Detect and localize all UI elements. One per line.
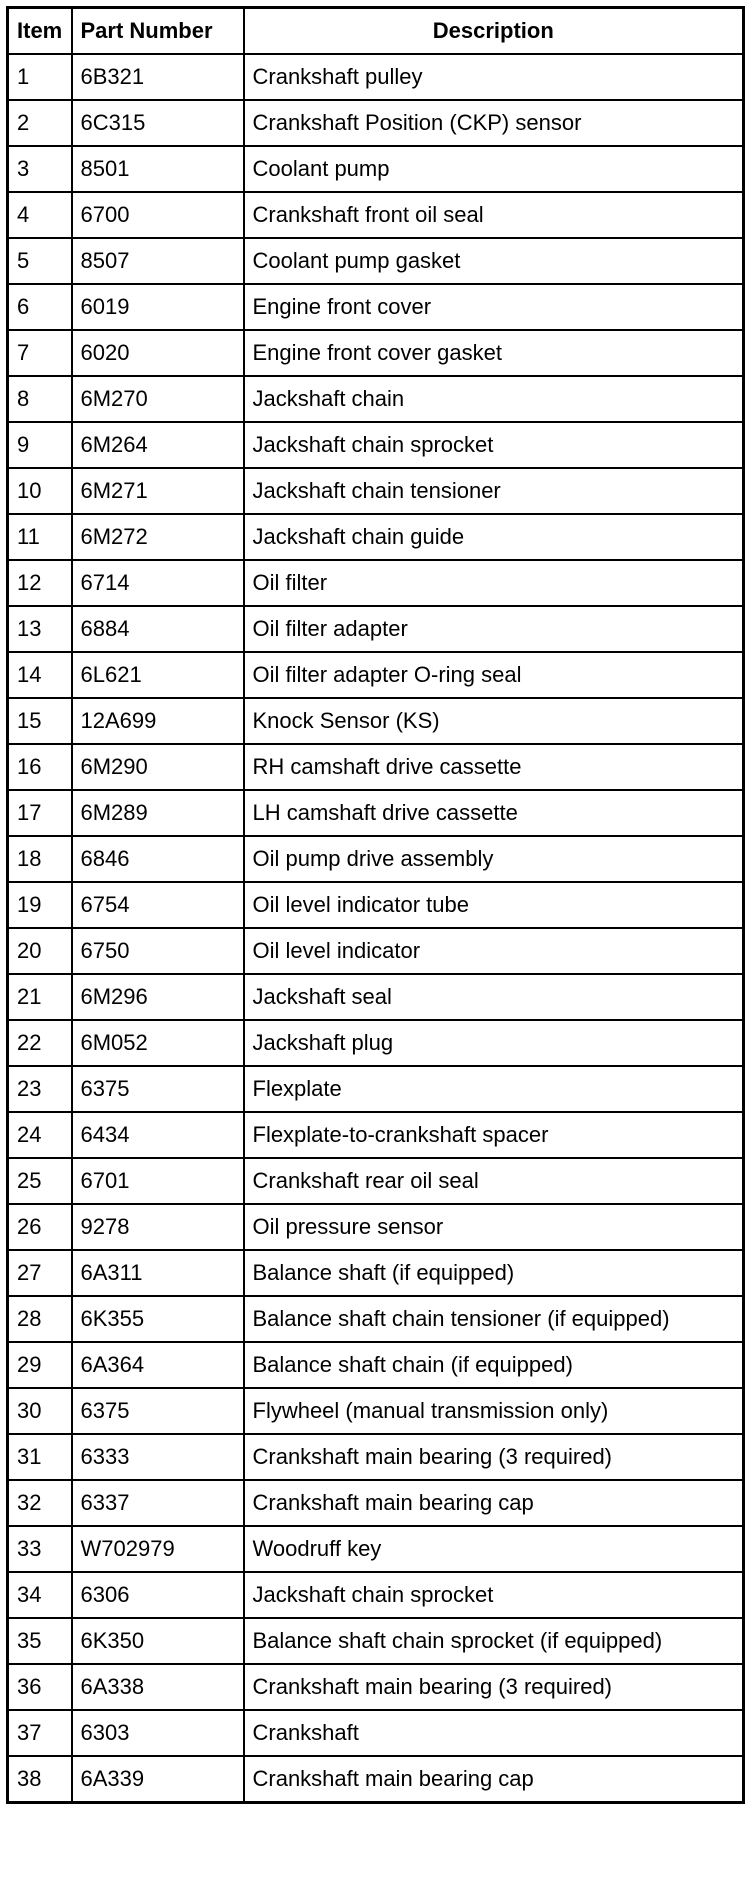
description-cell: Oil level indicator (244, 928, 744, 974)
table-row (8, 1664, 744, 1710)
description-cell: Crankshaft front oil seal (244, 192, 744, 238)
description-cell: Jackshaft chain (244, 376, 744, 422)
description-cell: Oil filter adapter (244, 606, 744, 652)
part-number-cell: 6M289 (72, 790, 244, 836)
table-row (8, 1250, 744, 1296)
part-number-cell: 6M271 (72, 468, 244, 514)
description-cell: Balance shaft chain sprocket (if equipped) (244, 1618, 744, 1664)
table-row (8, 744, 744, 790)
part-number-cell: 6019 (72, 284, 244, 330)
table-row (8, 514, 744, 560)
item-cell: 18 (8, 836, 72, 882)
part-number-cell: 9278 (72, 1204, 244, 1250)
part-number-cell: 6700 (72, 192, 244, 238)
header-description: Description (244, 8, 744, 55)
description-cell: Jackshaft chain sprocket (244, 1572, 744, 1618)
table-row (8, 836, 744, 882)
description-cell: Jackshaft seal (244, 974, 744, 1020)
part-number-cell: 6303 (72, 1710, 244, 1756)
item-cell: 12 (8, 560, 72, 606)
item-cell: 36 (8, 1664, 72, 1710)
part-number-cell: 6337 (72, 1480, 244, 1526)
item-cell: 4 (8, 192, 72, 238)
item-cell: 26 (8, 1204, 72, 1250)
table-body (8, 54, 744, 1803)
description-cell: Coolant pump gasket (244, 238, 744, 284)
description-cell: Oil pump drive assembly (244, 836, 744, 882)
part-number-cell: 6M264 (72, 422, 244, 468)
item-cell: 9 (8, 422, 72, 468)
item-cell: 33 (8, 1526, 72, 1572)
item-cell: 28 (8, 1296, 72, 1342)
part-number-cell: 6M270 (72, 376, 244, 422)
description-cell: Flexplate-to-crankshaft spacer (244, 1112, 744, 1158)
part-number-cell: 6C315 (72, 100, 244, 146)
description-cell: Jackshaft chain sprocket (244, 422, 744, 468)
item-cell: 30 (8, 1388, 72, 1434)
description-cell: LH camshaft drive cassette (244, 790, 744, 836)
item-cell: 10 (8, 468, 72, 514)
part-number-cell: 6701 (72, 1158, 244, 1204)
table-row (8, 1618, 744, 1664)
item-cell: 38 (8, 1756, 72, 1803)
item-cell: 25 (8, 1158, 72, 1204)
header-item: Item (8, 8, 72, 55)
table-row (8, 284, 744, 330)
item-cell: 35 (8, 1618, 72, 1664)
table-row (8, 560, 744, 606)
table-row (8, 1434, 744, 1480)
table-row (8, 422, 744, 468)
part-number-cell: 6M052 (72, 1020, 244, 1066)
description-cell: Crankshaft pulley (244, 54, 744, 100)
part-number-cell: 6714 (72, 560, 244, 606)
table-row (8, 1204, 744, 1250)
table-row (8, 974, 744, 1020)
part-number-cell: 6333 (72, 1434, 244, 1480)
table-row (8, 652, 744, 698)
table-row (8, 1572, 744, 1618)
table-row (8, 1112, 744, 1158)
description-cell: Flywheel (manual transmission only) (244, 1388, 744, 1434)
item-cell: 31 (8, 1434, 72, 1480)
item-cell: 11 (8, 514, 72, 560)
part-number-cell: 6L621 (72, 652, 244, 698)
table-row (8, 698, 744, 744)
part-number-cell: 12A699 (72, 698, 244, 744)
item-cell: 7 (8, 330, 72, 376)
table-row (8, 376, 744, 422)
item-cell: 19 (8, 882, 72, 928)
part-number-cell: 6A364 (72, 1342, 244, 1388)
item-cell: 24 (8, 1112, 72, 1158)
description-cell: Balance shaft chain (if equipped) (244, 1342, 744, 1388)
table-row (8, 1710, 744, 1756)
header-row (8, 8, 744, 55)
description-cell: Crankshaft (244, 1710, 744, 1756)
item-cell: 2 (8, 100, 72, 146)
item-cell: 3 (8, 146, 72, 192)
item-cell: 32 (8, 1480, 72, 1526)
part-number-cell: 8507 (72, 238, 244, 284)
description-cell: Jackshaft chain tensioner (244, 468, 744, 514)
item-cell: 15 (8, 698, 72, 744)
item-cell: 37 (8, 1710, 72, 1756)
item-cell: 5 (8, 238, 72, 284)
description-cell: Knock Sensor (KS) (244, 698, 744, 744)
part-number-cell: 6375 (72, 1066, 244, 1112)
part-number-cell: 6K355 (72, 1296, 244, 1342)
part-number-cell: 6846 (72, 836, 244, 882)
part-number-cell: 6M296 (72, 974, 244, 1020)
table-row (8, 928, 744, 974)
part-number-cell: 6884 (72, 606, 244, 652)
item-cell: 1 (8, 54, 72, 100)
description-cell: Engine front cover (244, 284, 744, 330)
item-cell: 23 (8, 1066, 72, 1112)
parts-table (6, 6, 745, 1804)
item-cell: 14 (8, 652, 72, 698)
item-cell: 34 (8, 1572, 72, 1618)
part-number-cell: 8501 (72, 146, 244, 192)
description-cell: Crankshaft main bearing cap (244, 1480, 744, 1526)
description-cell: Jackshaft plug (244, 1020, 744, 1066)
part-number-cell: 6A339 (72, 1756, 244, 1803)
description-cell: Oil filter adapter O-ring seal (244, 652, 744, 698)
item-cell: 21 (8, 974, 72, 1020)
part-number-cell: 6A338 (72, 1664, 244, 1710)
description-cell: Balance shaft chain tensioner (if equipped) (244, 1296, 744, 1342)
table-row (8, 1756, 744, 1803)
description-cell: Jackshaft chain guide (244, 514, 744, 560)
table-row (8, 146, 744, 192)
item-cell: 29 (8, 1342, 72, 1388)
description-cell: Crankshaft rear oil seal (244, 1158, 744, 1204)
table-row (8, 1020, 744, 1066)
header-part-number: Part Number (72, 8, 244, 55)
part-number-cell: 6A311 (72, 1250, 244, 1296)
item-cell: 16 (8, 744, 72, 790)
part-number-cell: 6M290 (72, 744, 244, 790)
table-row (8, 606, 744, 652)
description-cell: Coolant pump (244, 146, 744, 192)
table-row (8, 1526, 744, 1572)
table-row (8, 1066, 744, 1112)
description-cell: Engine front cover gasket (244, 330, 744, 376)
description-cell: Crankshaft main bearing (3 required) (244, 1664, 744, 1710)
item-cell: 20 (8, 928, 72, 974)
description-cell: Crankshaft main bearing (3 required) (244, 1434, 744, 1480)
item-cell: 8 (8, 376, 72, 422)
description-cell: RH camshaft drive cassette (244, 744, 744, 790)
part-number-cell: 6434 (72, 1112, 244, 1158)
description-cell: Oil pressure sensor (244, 1204, 744, 1250)
item-cell: 13 (8, 606, 72, 652)
description-cell: Crankshaft main bearing cap (244, 1756, 744, 1803)
description-cell: Balance shaft (if equipped) (244, 1250, 744, 1296)
item-cell: 6 (8, 284, 72, 330)
table-row (8, 468, 744, 514)
item-cell: 27 (8, 1250, 72, 1296)
part-number-cell: 6M272 (72, 514, 244, 560)
part-number-cell: 6020 (72, 330, 244, 376)
description-cell: Flexplate (244, 1066, 744, 1112)
table-row (8, 330, 744, 376)
table-row (8, 54, 744, 100)
part-number-cell: W702979 (72, 1526, 244, 1572)
part-number-cell: 6306 (72, 1572, 244, 1618)
description-cell: Oil level indicator tube (244, 882, 744, 928)
part-number-cell: 6375 (72, 1388, 244, 1434)
description-cell: Oil filter (244, 560, 744, 606)
table-row (8, 790, 744, 836)
description-cell: Woodruff key (244, 1526, 744, 1572)
part-number-cell: 6K350 (72, 1618, 244, 1664)
table-row (8, 1342, 744, 1388)
table-header (8, 8, 744, 55)
part-number-cell: 6B321 (72, 54, 244, 100)
table-row (8, 882, 744, 928)
table-row (8, 1480, 744, 1526)
table-row (8, 1388, 744, 1434)
part-number-cell: 6750 (72, 928, 244, 974)
item-cell: 22 (8, 1020, 72, 1066)
table-row (8, 238, 744, 284)
table-row (8, 100, 744, 146)
item-cell: 17 (8, 790, 72, 836)
table-row (8, 1158, 744, 1204)
table-row (8, 192, 744, 238)
table-row (8, 1296, 744, 1342)
part-number-cell: 6754 (72, 882, 244, 928)
description-cell: Crankshaft Position (CKP) sensor (244, 100, 744, 146)
